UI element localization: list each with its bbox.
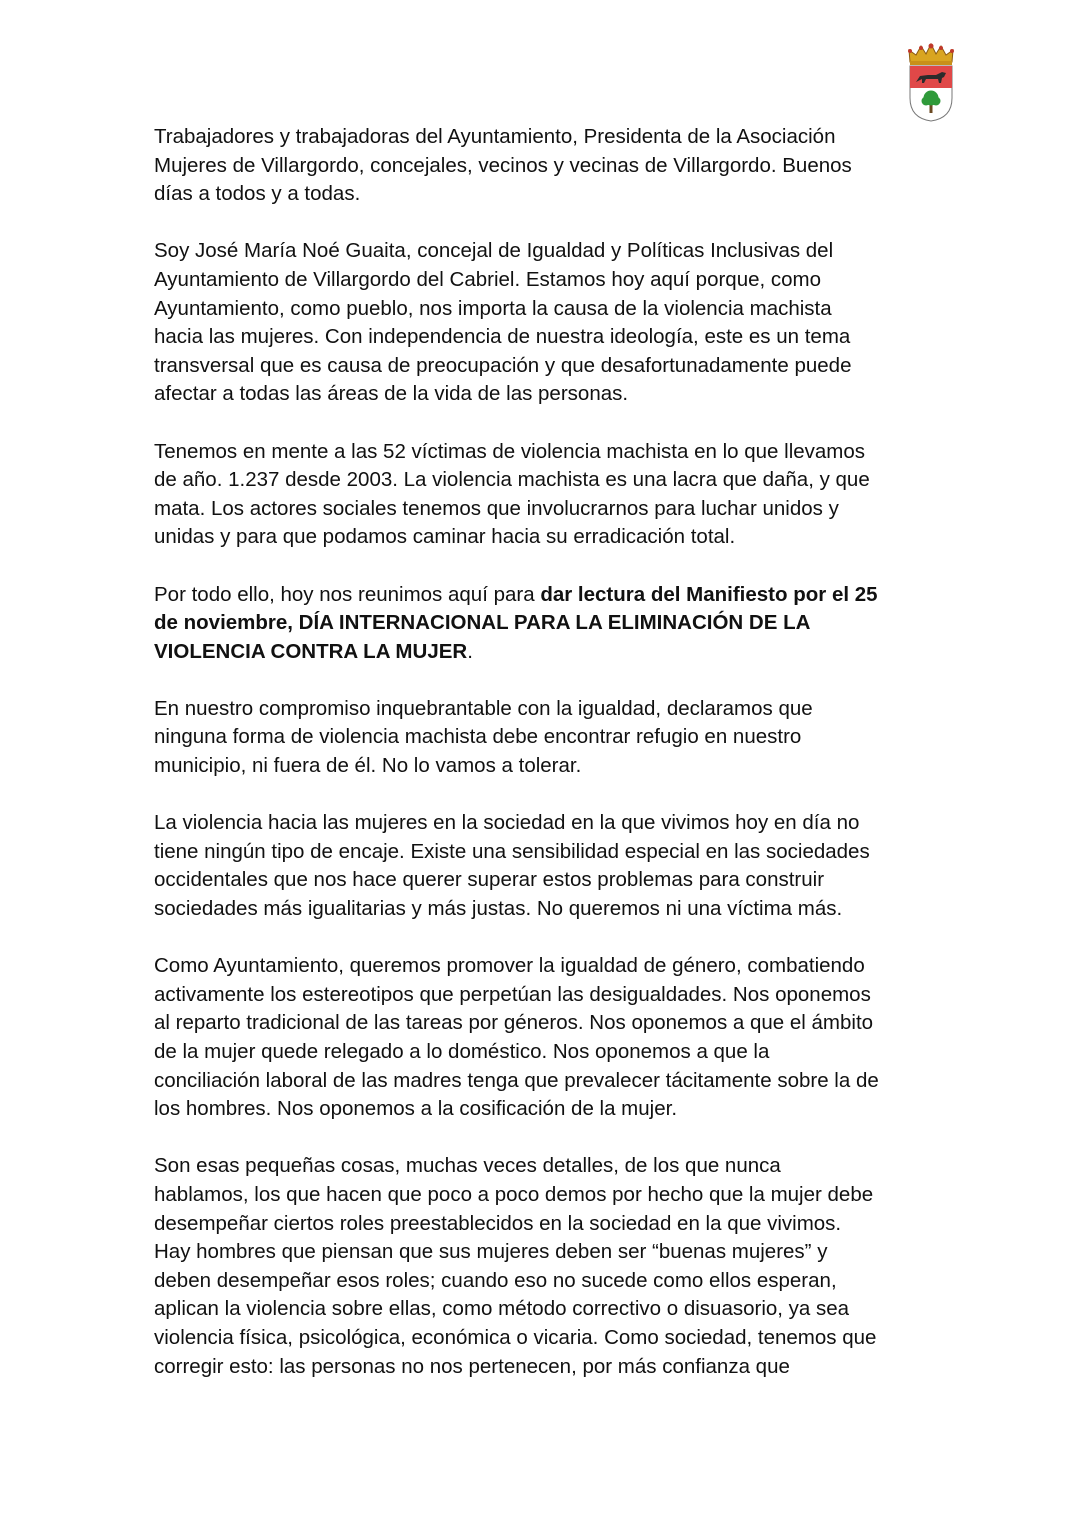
text-line: [154, 952, 954, 981]
text-line: [154, 1353, 954, 1382]
text-run: hablamos, los que hacen que poco a poco demos por hecho que la mujer debe: [154, 1182, 874, 1206]
text-line: [154, 495, 954, 524]
text-run: aplican la violencia sobre ellas, como método correctivo o disuasorio, ya sea: [154, 1297, 850, 1321]
text-run: Trabajadores y trabajadoras del Ayuntamiento, Presidenta de la Asociación: [154, 125, 836, 148]
text-run: occidentales que nos hace querer superar estos problemas para construir: [154, 868, 825, 892]
text-run: corregir esto: las personas no nos pertenecen, por más confianza que: [154, 1354, 790, 1378]
text-line: [154, 1295, 954, 1324]
text-line: [154, 638, 954, 667]
text-line: [154, 1067, 954, 1096]
text-run: Tenemos en mente a las 52 víctimas de violencia machista en lo que llevamos: [154, 439, 866, 463]
text-run: de la mujer quede relegado a lo doméstico. Nos oponemos a que la: [154, 1040, 770, 1063]
bold-text: VIOLENCIA CONTRA LA MUJER: [154, 639, 468, 663]
text-run: de año. 1.237 desde 2003. La violencia machista es una lacra que daña, y que: [154, 468, 870, 492]
text-line: [154, 1009, 954, 1038]
text-line: [154, 752, 954, 781]
text-run: Soy José María Noé Guaita, concejal de Igualdad y Políticas Inclusivas del: [154, 239, 834, 263]
text-line: [154, 1095, 954, 1124]
text-run: Como Ayuntamiento, queremos promover la igualdad de género, combatiendo: [154, 954, 865, 978]
text-run: sociedades más igualitarias y más justas. No queremos ni una víctima más.: [154, 897, 843, 921]
text-run: Son esas pequeñas cosas, muchas veces detalles, de los que nunca: [154, 1154, 781, 1178]
text-line: [154, 895, 954, 924]
text-run: días a todos y a todas.: [154, 182, 361, 206]
text-line: [154, 1210, 954, 1239]
text-line: [154, 123, 954, 152]
bold-text: dar lectura del Manifiesto por el 25: [540, 582, 878, 606]
text-run: En nuestro compromiso inquebrantable con la igualdad, declaramos que: [154, 696, 813, 720]
text-run: conciliación laboral de las madres tenga que prevalecer tácitamente sobre la de: [154, 1068, 879, 1092]
text-run: violencia física, psicológica, económica o vicaria. Como sociedad, tenemos que: [154, 1325, 877, 1349]
text-run: los hombres. Nos oponemos a la cosificación de la mujer.: [154, 1097, 678, 1121]
text-run: transversal que es causa de preocupación y que desafortunadamente puede: [154, 353, 852, 377]
text-line: [154, 809, 954, 838]
text-line: [154, 323, 954, 352]
text-line: [154, 380, 954, 409]
text-run: al reparto tradicional de las tareas por géneros. Nos oponemos a que el ámbito: [154, 1011, 874, 1035]
paragraph: [154, 237, 954, 409]
text-line: [154, 152, 954, 181]
text-line: [154, 581, 954, 610]
text-line: [154, 1038, 954, 1067]
text-line: [154, 438, 954, 467]
text-run: municipio, ni fuera de él. No lo vamos a tolerar.: [154, 754, 582, 778]
text-line: [154, 295, 954, 324]
text-line: [154, 838, 954, 867]
paragraph: [154, 952, 954, 1124]
text-run: activamente los estereotipos que perpetúan las desigualdades. Nos oponemos: [154, 982, 871, 1006]
text-run: Ayuntamiento de Villargordo del Cabriel. Estamos hoy aquí porque, como: [154, 267, 822, 291]
paragraph: [154, 123, 954, 209]
text-line: [154, 981, 954, 1010]
text-run: ninguna forma de violencia machista debe encontrar refugio en nuestro: [154, 725, 802, 749]
text-line: [154, 695, 954, 724]
text-run: afectar a todas las áreas de la vida de las personas.: [154, 382, 629, 406]
text-run: mata. Los actores sociales tenemos que involucrarnos para luchar unidos y: [154, 496, 839, 520]
text-run: tiene ningún tipo de encaje. Existe una sensibilidad especial en las sociedades: [154, 839, 870, 863]
text-run: deben desempeñar esos roles; cuando eso no sucede como ellos esperan,: [154, 1268, 837, 1292]
text-line: [154, 1324, 954, 1353]
text-run: Mujeres de Villargordo, concejales, vecinos y vecinas de Villargordo. Buenos: [154, 153, 852, 177]
manifesto-body: [154, 123, 954, 1410]
text-line: [154, 352, 954, 381]
text-line: [154, 866, 954, 895]
text-line: [154, 609, 954, 638]
paragraph: [154, 1152, 954, 1381]
text-run: Hay hombres que piensan que sus mujeres deben ser “buenas mujeres” y: [154, 1240, 828, 1264]
text-run: Ayuntamiento, como pueblo, nos importa la causa de la violencia machista: [154, 296, 832, 320]
text-line: [154, 466, 954, 495]
paragraph: [154, 695, 954, 781]
text-line: [154, 237, 954, 266]
text-line: [154, 180, 954, 209]
text-line: [154, 523, 954, 552]
text-run: hacia las mujeres. Con independencia de nuestra ideología, este es un tema: [154, 325, 851, 349]
text-line: [154, 1152, 954, 1181]
text-line: [154, 1238, 954, 1267]
bold-text: de noviembre, DÍA INTERNACIONAL PARA LA ELIMINACIÓN DE LA: [154, 611, 811, 635]
text-line: [154, 266, 954, 295]
text-run: .: [467, 639, 473, 663]
text-line: [154, 723, 954, 752]
text-run: Por todo ello, hoy nos reunimos aquí para: [154, 582, 541, 606]
paragraph: [154, 809, 954, 923]
coat-of-arms-icon: [906, 42, 956, 122]
paragraph: [154, 438, 954, 552]
text-run: unidas y para que podamos caminar hacia su erradicación total.: [154, 525, 736, 549]
text-run: La violencia hacia las mujeres en la sociedad en la que vivimos hoy en día no: [154, 811, 860, 835]
paragraph: [154, 581, 954, 667]
text-line: [154, 1267, 954, 1296]
text-run: desempeñar ciertos roles preestablecidos en la sociedad en la que vivimos.: [154, 1211, 842, 1235]
text-line: [154, 1181, 954, 1210]
